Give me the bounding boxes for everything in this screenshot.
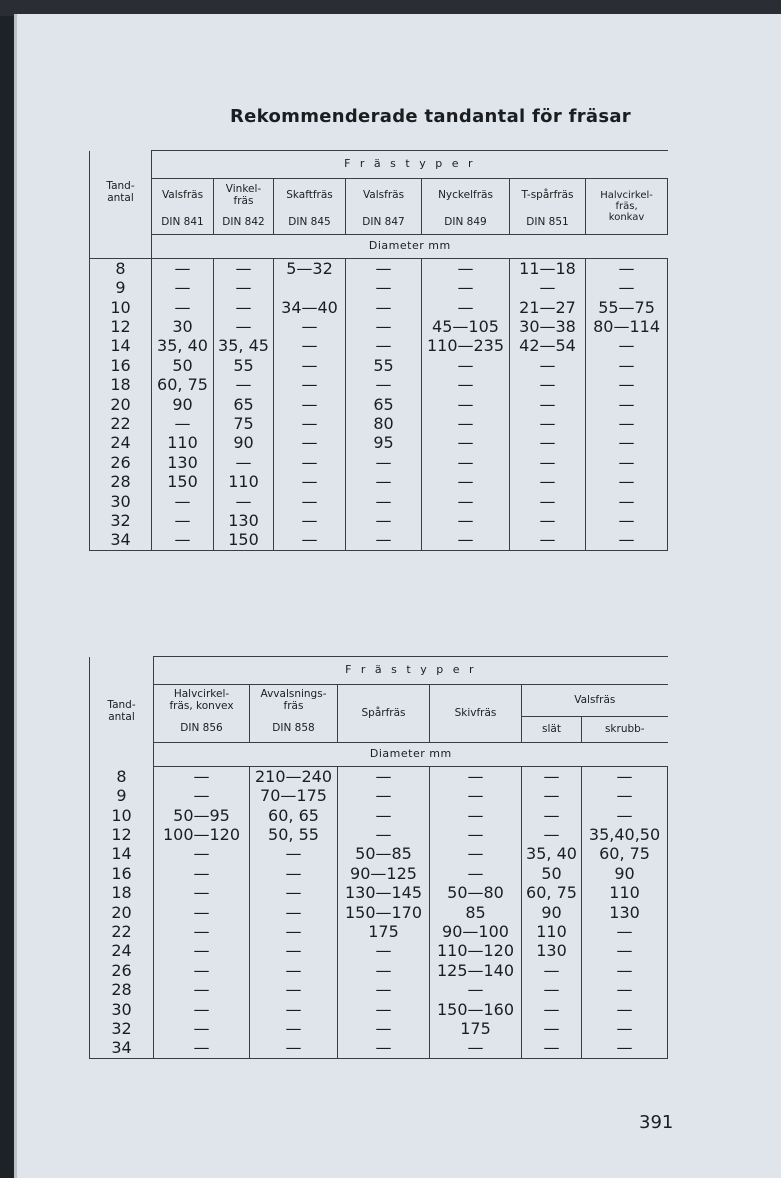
diameter-cell: — [154,883,250,902]
diameter-cell: — [346,317,422,336]
diameter-cell: 110—235 [422,337,510,356]
diameter-cell: 100—120 [154,825,250,844]
table-row [90,961,668,980]
diameter-cell: — [522,961,582,980]
tooth-count-cell: 16 [90,356,152,375]
tooth-count-cell: 34 [90,1038,154,1058]
diameter-cell: — [152,530,214,550]
diameter-cell: — [214,317,274,336]
col-avvalsningsfras: Avvalsnings- fräs [250,685,338,717]
diameter-cell: — [274,472,346,491]
table-row [90,453,668,472]
tooth-count-cell: 24 [90,942,154,961]
diameter-cell: — [422,414,510,433]
diameter-cell: 95 [346,434,422,453]
tooth-count-cell: 24 [90,434,152,453]
diameter-cell [274,278,346,297]
diameter-cell: — [338,961,430,980]
diameter-cell: — [346,472,422,491]
col-name: Nyckelfräs [422,179,510,213]
diameter-cell: 35,40,50 [582,825,668,844]
diameter-cell: 90 [214,434,274,453]
table-row [90,414,668,433]
diameter-cell: 35, 40 [522,845,582,864]
diameter-cell: 35, 45 [214,337,274,356]
diameter-cell: — [586,259,668,279]
table-row [90,395,668,414]
diameter-cell: — [586,395,668,414]
diameter-cell: — [582,942,668,961]
table-row [90,864,668,883]
diameter-cell: — [338,942,430,961]
diameter-cell: 150—160 [430,1000,522,1019]
diameter-cell: — [214,298,274,317]
page-title: Rekommenderade tandantal för fräsar [230,106,631,127]
tooth-count-cell: 22 [90,922,154,941]
diameter-cell: — [214,492,274,511]
table-row [90,259,668,279]
diameter-cell: — [274,530,346,550]
diameter-cell: 110—120 [430,942,522,961]
col-din: DIN 842 [214,213,274,235]
tooth-count-cell: 28 [90,472,152,491]
tooth-count-cell: 16 [90,864,154,883]
diameter-cell: — [154,942,250,961]
col-din: DIN 847 [346,213,422,235]
diameter-cell: — [582,922,668,941]
diameter-cell: 60, 75 [522,883,582,902]
diameter-cell: — [154,980,250,999]
diameter-cell: — [154,786,250,805]
col-din: DIN 841 [152,213,214,235]
diameter-cell: — [582,961,668,980]
diameter-cell: — [510,414,586,433]
diameter-cell: 50—80 [430,883,522,902]
diameter-cell: — [346,337,422,356]
diameter-cell: — [250,1038,338,1058]
diameter-cell: 30 [152,317,214,336]
col-name: Halvcirkel- fräs, konkav [586,179,668,235]
diameter-cell: — [154,864,250,883]
tooth-count-cell: 30 [90,1000,154,1019]
diameter-cell: — [422,298,510,317]
diameter-cell: 35, 40 [152,337,214,356]
col-name: Valsfräs [346,179,422,213]
diameter-cell: — [586,278,668,297]
diameter-cell: — [154,961,250,980]
diameter-cell: — [582,806,668,825]
diameter-cell: — [582,767,668,787]
diameter-cell: — [586,511,668,530]
col-name: Skaftfräs [274,179,346,213]
diameter-cell: 175 [430,1019,522,1038]
col-din-858: DIN 858 [250,717,338,743]
table-row [90,1019,668,1038]
diameter-cell: 125—140 [430,961,522,980]
diameter-cell: — [214,278,274,297]
col-valsfras-slat: slät [522,717,582,743]
table-row [90,375,668,394]
diameter-cell: — [586,492,668,511]
diameter-cell: — [522,1000,582,1019]
col-sparfras: Spårfräs [338,685,430,743]
diameter-cell: — [274,414,346,433]
tooth-count-cell: 34 [90,530,152,550]
table-row [90,492,668,511]
diameter-cell: — [152,259,214,279]
tooth-count-cell: 12 [90,825,154,844]
book-page [14,14,781,1178]
diameter-cell: — [582,786,668,805]
diameter-cell: — [430,1038,522,1058]
diameter-cell: — [422,278,510,297]
tooth-count-cell: 10 [90,806,154,825]
diameter-cell: 55 [214,356,274,375]
diameter-cell: — [152,492,214,511]
diameter-cell: — [338,980,430,999]
diameter-cell: 110 [522,922,582,941]
table-row [90,922,668,941]
diameter-cell: — [250,903,338,922]
milling-types-header: F r ä s t y p e r [152,151,668,179]
diameter-cell: 60, 75 [152,375,214,394]
diameter-cell: — [582,1000,668,1019]
tooth-count-header: Tand- antal [90,657,154,767]
diameter-cell: 175 [338,922,430,941]
diameter-cell: — [430,806,522,825]
diameter-cell: 42—54 [510,337,586,356]
diameter-cell: — [510,278,586,297]
col-skivfras: Skivfräs [430,685,522,743]
tooth-count-cell: 28 [90,980,154,999]
diameter-cell: — [274,375,346,394]
diameter-cell: 90 [152,395,214,414]
diameter-cell: 150 [214,530,274,550]
col-din-856: DIN 856 [154,717,250,743]
diameter-cell: — [510,434,586,453]
diameter-cell: — [522,767,582,787]
diameter-cell: — [522,1019,582,1038]
diameter-cell: — [154,922,250,941]
diameter-cell: — [154,903,250,922]
col-din: DIN 845 [274,213,346,235]
diameter-cell: — [586,472,668,491]
diameter-cell: — [250,942,338,961]
table-row [90,1038,668,1058]
diameter-cell: 90—100 [430,922,522,941]
diameter-cell: — [152,414,214,433]
diameter-cell: — [250,980,338,999]
diameter-cell: — [346,453,422,472]
diameter-cell: — [422,259,510,279]
diameter-cell: — [510,530,586,550]
diameter-cell: — [214,453,274,472]
col-valsfras: Valsfräs [522,685,668,717]
diameter-cell: — [422,356,510,375]
diameter-cell: — [510,492,586,511]
diameter-cell: — [422,453,510,472]
diameter-cell: 130 [522,942,582,961]
diameter-cell: 50, 55 [250,825,338,844]
tooth-count-header: Tand- antal [90,151,152,235]
diameter-cell: 130 [582,903,668,922]
diameter-cell: 110 [582,883,668,902]
tooth-count-cell: 10 [90,298,152,317]
diameter-cell: 50 [152,356,214,375]
diameter-cell: 90 [582,864,668,883]
tooth-count-table-2 [89,656,668,1059]
diameter-cell: — [152,278,214,297]
diameter-cell: 75 [214,414,274,433]
table-row [90,883,668,902]
tooth-count-cell: 8 [90,767,154,787]
diameter-cell: — [154,1019,250,1038]
diameter-cell: — [510,453,586,472]
diameter-cell: 34—40 [274,298,346,317]
diameter-cell: 65 [214,395,274,414]
diameter-cell: — [586,414,668,433]
diameter-header: Diameter mm [154,743,668,767]
diameter-cell: — [422,511,510,530]
diameter-cell: — [214,259,274,279]
diameter-cell: — [250,845,338,864]
diameter-cell: — [422,492,510,511]
tooth-count-cell: 18 [90,883,154,902]
table-row [90,980,668,999]
diameter-cell: — [250,883,338,902]
diameter-cell: — [274,492,346,511]
tooth-count-cell: 32 [90,1019,154,1038]
table-row [90,825,668,844]
diameter-cell: — [346,375,422,394]
diameter-cell: — [430,845,522,864]
diameter-cell: — [338,767,430,787]
diameter-cell: — [338,1000,430,1019]
diameter-cell: — [214,375,274,394]
diameter-cell: — [510,356,586,375]
diameter-cell: 11—18 [510,259,586,279]
diameter-cell: 60, 75 [582,845,668,864]
tooth-count-cell: 9 [90,786,154,805]
col-din: DIN 851 [510,213,586,235]
diameter-cell: 110 [152,434,214,453]
col-name: Vinkel- fräs [214,179,274,213]
diameter-cell: — [274,511,346,530]
diameter-cell: — [586,356,668,375]
diameter-cell: — [250,961,338,980]
table-row [90,942,668,961]
diameter-cell: — [274,356,346,375]
col-name: T-spårfräs [510,179,586,213]
tooth-count-cell: 12 [90,317,152,336]
diameter-cell: 30—38 [510,317,586,336]
diameter-cell: 90 [522,903,582,922]
diameter-cell: — [522,1038,582,1058]
table-row [90,530,668,550]
col-halvcirkel-konvex: Halvcirkel- fräs, konvex [154,685,250,717]
diameter-cell: — [274,317,346,336]
diameter-cell: — [152,298,214,317]
diameter-cell: — [346,259,422,279]
diameter-cell: — [586,434,668,453]
table-row [90,806,668,825]
diameter-cell: — [510,472,586,491]
diameter-cell: — [274,395,346,414]
diameter-cell: — [274,337,346,356]
diameter-cell: — [586,453,668,472]
diameter-cell: 90—125 [338,864,430,883]
diameter-cell: — [422,472,510,491]
diameter-cell: 55—75 [586,298,668,317]
diameter-cell: — [154,767,250,787]
diameter-cell: 70—175 [250,786,338,805]
diameter-cell: 80 [346,414,422,433]
col-valsfras-skrubb: skrubb- [604,722,645,735]
diameter-cell: — [582,980,668,999]
diameter-cell: 85 [430,903,522,922]
diameter-cell: — [338,825,430,844]
tooth-count-cell: 14 [90,845,154,864]
tooth-count-cell: 32 [90,511,152,530]
diameter-cell: 5—32 [274,259,346,279]
diameter-cell: 55 [346,356,422,375]
col-din: DIN 849 [422,213,510,235]
diameter-cell: — [346,492,422,511]
diameter-cell: — [154,1038,250,1058]
diameter-cell: — [586,530,668,550]
milling-types-header: F r ä s t y p e r [154,657,668,685]
diameter-cell: 65 [346,395,422,414]
col-name: Valsfräs [152,179,214,213]
diameter-cell: 150—170 [338,903,430,922]
diameter-cell: — [250,1019,338,1038]
diameter-cell: — [522,806,582,825]
page-number: 391 [639,1112,674,1133]
diameter-cell: — [586,375,668,394]
diameter-cell: — [422,434,510,453]
tooth-count-cell: 26 [90,961,154,980]
tooth-count-cell: 20 [90,395,152,414]
diameter-cell: — [152,511,214,530]
diameter-cell: — [582,1038,668,1058]
tooth-count-cell: 30 [90,492,152,511]
table-row [90,434,668,453]
table-row [90,337,668,356]
diameter-cell: — [250,864,338,883]
diameter-cell: 150 [152,472,214,491]
table-row [90,903,668,922]
diameter-cell: — [522,786,582,805]
diameter-cell: 130 [152,453,214,472]
diameter-cell: 80—114 [586,317,668,336]
tooth-count-table-1 [89,150,668,551]
diameter-cell: — [346,511,422,530]
diameter-cell: — [522,980,582,999]
diameter-cell: 210—240 [250,767,338,787]
diameter-cell: 50 [522,864,582,883]
diameter-cell: 45—105 [422,317,510,336]
diameter-cell: — [430,767,522,787]
table-row [90,356,668,375]
diameter-cell: — [422,530,510,550]
diameter-cell: 50—95 [154,806,250,825]
diameter-cell: 130 [214,511,274,530]
diameter-cell: — [346,530,422,550]
diameter-cell: 130—145 [338,883,430,902]
diameter-cell: — [510,511,586,530]
diameter-cell: — [338,1038,430,1058]
tooth-count-cell: 20 [90,903,154,922]
diameter-cell: — [422,375,510,394]
diameter-cell: — [430,825,522,844]
tooth-count-cell: 26 [90,453,152,472]
diameter-cell: 50—85 [338,845,430,864]
table-row [90,767,668,787]
diameter-cell: — [430,980,522,999]
diameter-cell: — [582,1019,668,1038]
diameter-cell: — [154,845,250,864]
diameter-cell: 60, 65 [250,806,338,825]
table-row [90,472,668,491]
diameter-cell: — [422,395,510,414]
diameter-header: Diameter mm [152,235,668,259]
diameter-cell: — [338,1019,430,1038]
table-row [90,786,668,805]
tooth-count-cell: 22 [90,414,152,433]
diameter-cell: — [250,1000,338,1019]
diameter-cell: — [274,453,346,472]
diameter-cell: — [510,395,586,414]
table-row [90,317,668,336]
diameter-cell: — [510,375,586,394]
table-row [90,298,668,317]
diameter-cell: — [338,806,430,825]
diameter-cell: — [430,864,522,883]
diameter-cell: — [430,786,522,805]
diameter-cell: — [154,1000,250,1019]
tooth-count-cell: 9 [90,278,152,297]
diameter-cell: — [346,278,422,297]
table-row [90,278,668,297]
table-row [90,845,668,864]
diameter-cell: — [274,434,346,453]
tooth-count-cell: 14 [90,337,152,356]
diameter-cell: 110 [214,472,274,491]
diameter-cell: — [250,922,338,941]
tooth-count-cell: 8 [90,259,152,279]
diameter-cell: — [346,298,422,317]
diameter-cell: — [522,825,582,844]
diameter-cell: — [586,337,668,356]
diameter-cell: 21—27 [510,298,586,317]
diameter-cell: — [338,786,430,805]
table-row [90,511,668,530]
tooth-count-cell: 18 [90,375,152,394]
table-row [90,1000,668,1019]
